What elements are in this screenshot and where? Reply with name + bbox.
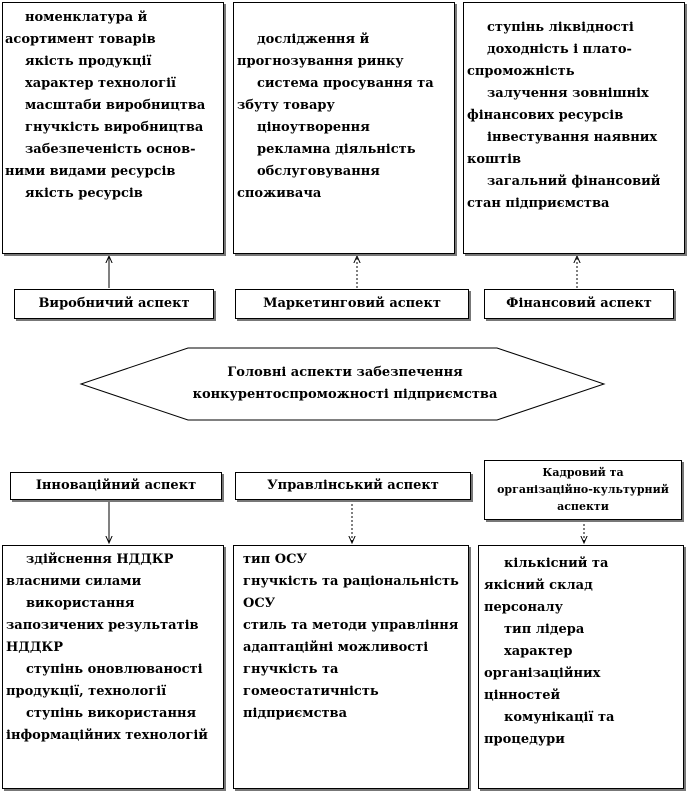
- list-item: рекламна діяльність: [257, 142, 416, 157]
- marketing-label-text: Маркетинговий аспект: [263, 296, 441, 311]
- list-item: тип лідера: [504, 622, 585, 637]
- list-item: використання запозичених результатів НДДКР: [6, 596, 199, 655]
- list-item: масштаби виробництва: [25, 98, 206, 113]
- production-label-text: Виробничий аспект: [38, 296, 190, 311]
- list-item: забезпеченість основ-ними видами ресурсів: [5, 142, 196, 179]
- list-item: ступінь використання інформаційних технологій: [6, 706, 208, 743]
- personnel-label: [484, 460, 682, 520]
- finance-label-text: Фінансовий аспект: [506, 296, 652, 311]
- list-item: кількісний та якісний склад персоналу: [484, 556, 609, 615]
- list-item: загальний фінансовий стан підприємства: [467, 174, 661, 211]
- center-title-line1: Головні аспекти забезпечення: [227, 365, 463, 380]
- list-item: ціноутворення: [257, 120, 370, 135]
- innovation-box: [2, 545, 224, 789]
- production-box: [2, 2, 224, 254]
- management-label-text: Управлінський аспект: [267, 478, 439, 493]
- list-item: дослідження й прогнозування ринку: [237, 32, 404, 69]
- list-item: здійснення НДДКР власними силами: [6, 552, 174, 589]
- management-label: [235, 472, 471, 500]
- personnel-list: [484, 553, 654, 751]
- list-item: якість продукції: [25, 54, 152, 69]
- list-item: якість ресурсів: [25, 186, 143, 201]
- marketing-label: [235, 289, 469, 319]
- list-item: гнучкість виробництва: [25, 120, 204, 135]
- marketing-list: [237, 29, 451, 205]
- center-title-line2: конкурентоспроможності підприємства: [192, 387, 498, 402]
- center-title: [150, 362, 540, 406]
- personnel-label-line2: організаційно-культурний: [497, 483, 669, 496]
- list-item: стиль та методи управління: [243, 618, 459, 633]
- management-list: [243, 549, 463, 725]
- list-item: доходність і плато-спроможність: [467, 42, 632, 79]
- list-item: система просування та збуту товару: [237, 76, 434, 113]
- innovation-label-text: Інноваційний аспект: [35, 478, 197, 493]
- list-item: характер технології: [25, 76, 176, 91]
- personnel-box: [478, 545, 684, 789]
- list-item: комунікації та процедури: [484, 710, 615, 747]
- finance-label: [484, 289, 674, 319]
- innovation-label: [10, 472, 222, 500]
- list-item: гнучкість та раціональність ОСУ: [243, 574, 459, 611]
- list-item: характер організаційних цінностей: [484, 644, 601, 703]
- list-item: залучення зовнішніх фінансових ресурсів: [467, 86, 649, 123]
- finance-box: [463, 2, 685, 254]
- personnel-label-line3: аспекти: [557, 500, 609, 513]
- list-item: ступінь ліквідності: [487, 20, 634, 35]
- production-label: [14, 289, 214, 319]
- marketing-box: [233, 2, 455, 254]
- list-item: адаптаційні можливості: [243, 640, 429, 655]
- production-list: [5, 7, 219, 205]
- list-item: номенклатура й асортимент товарів: [5, 10, 156, 47]
- finance-list: [467, 17, 681, 215]
- innovation-list: [6, 549, 220, 747]
- list-item: обслуговування споживача: [237, 164, 380, 201]
- list-item: тип ОСУ: [243, 552, 307, 567]
- list-item: гнучкість та гомеостатичність підприємства: [243, 662, 379, 721]
- list-item: інвестування наявних коштів: [467, 130, 658, 167]
- management-box: [233, 545, 469, 789]
- personnel-label-line1: Кадровий та: [542, 466, 624, 479]
- list-item: ступінь оновлюваності продукції, технології: [6, 662, 203, 699]
